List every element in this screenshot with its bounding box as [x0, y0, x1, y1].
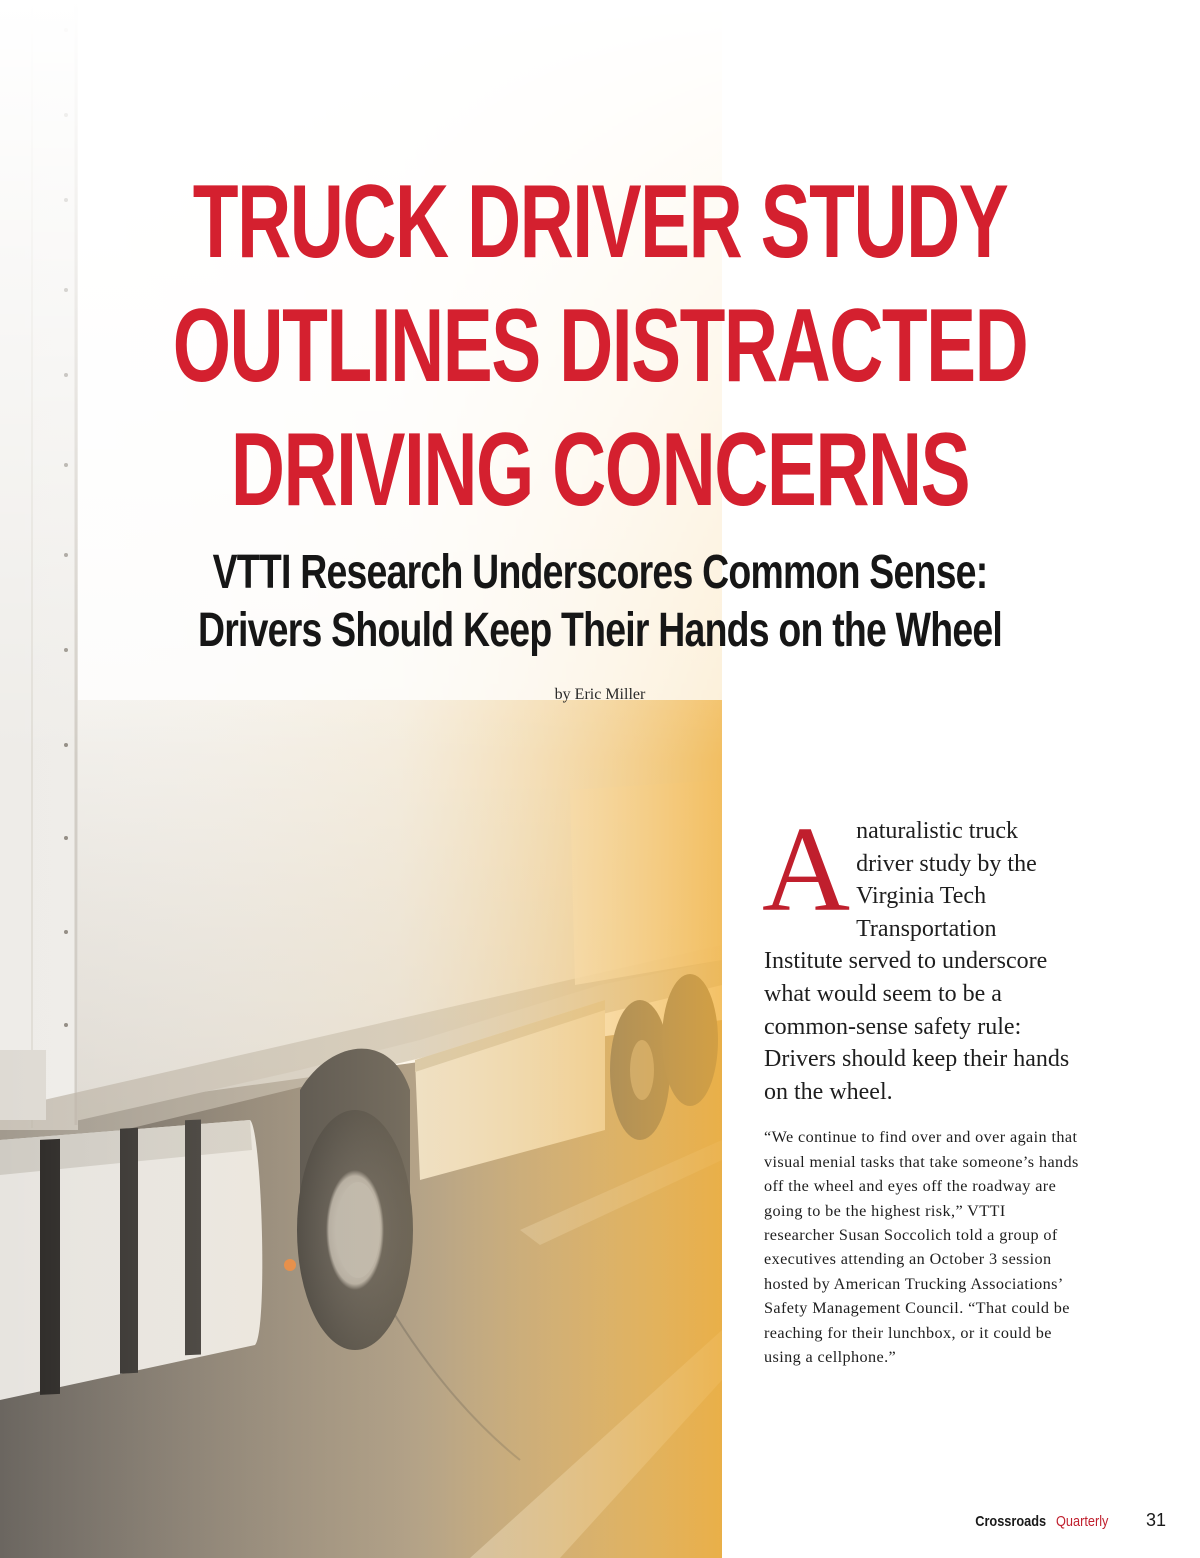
article-headline — [168, 160, 1032, 532]
article-subheadline — [132, 544, 1068, 660]
byline: by Eric Miller — [554, 686, 646, 703]
publication-suffix: Quarterly — [1056, 1513, 1109, 1530]
headline-line-3: DRIVING CONCERNS — [230, 412, 970, 528]
publication-name: Crossroads — [975, 1513, 1047, 1530]
article-body — [762, 802, 1080, 1369]
subhead-line-1: VTTI Research Underscores Common Sense: — [212, 546, 988, 599]
headline-line-1: TRUCK DRIVER STUDY — [192, 164, 1008, 280]
subhead-line-2: Drivers Should Keep Their Hands on the Wheel — [197, 604, 1003, 657]
lead-paragraph — [762, 802, 1080, 1108]
page-footer — [969, 1510, 1166, 1531]
lead-text: naturalistic truck driver study by the Virginia Tech Transportation Institute served to underscore what would seem to be a common-sense safety rule: Drivers should keep their hands on the wheel. — [764, 818, 1070, 1105]
drop-cap: A — [762, 802, 851, 937]
headline-line-2: OUTLINES DISTRACTED — [172, 288, 1028, 404]
quote-paragraph: “We continue to find over and over again that visual menial tasks that take someone’s hands off the wheel and eyes off the roadway are going to be the highest risk,” VTTI researcher Susan Soccolich told a group of executives attending an October 3 session hosted by American Trucking Associations’ Safety Management Council. “That could be reaching for their lunchbox, or it could be using a cellphone.” — [764, 1128, 1079, 1366]
page-number: 31 — [1145, 1510, 1166, 1530]
